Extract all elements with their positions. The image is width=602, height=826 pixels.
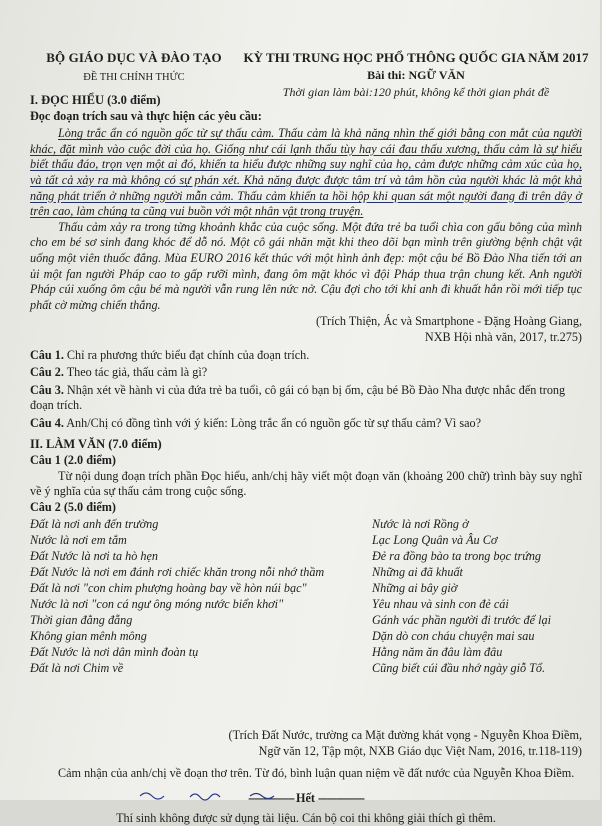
essay-q1-label: Câu 1 (2.0 điểm) [30, 453, 116, 468]
poem-left-line-4: Đất Nước là nơi em đánh rơi chiếc khăn trong nỗi nhớ thầm [30, 565, 325, 580]
passage-citation [30, 314, 582, 345]
poem-right-line-6: Yêu nhau và sinh con đẻ cái [372, 597, 509, 612]
essay-q2-label: Câu 2 (5.0 điểm) [30, 499, 116, 514]
question-4-text: Anh/Chị có đồng tình với ý kiến: Lòng trắc ẩn có nguồn gốc từ sự thấu cảm? Vì sao? [66, 415, 482, 430]
question-4 [30, 416, 582, 432]
poem-right-line-2: Lạc Long Quân và Âu Cơ [372, 533, 498, 548]
poem-citation-line1: (Trích Đất Nước, trường ca Mặt đường khát vọng - Nguyễn Khoa Điềm, [228, 728, 582, 743]
question-2-text: Theo tác giả, thấu cảm là gì? [66, 365, 208, 380]
end-mark-text: Hết [296, 791, 315, 806]
passage-paragraph-1-text: Lòng trắc ẩn có nguồn gốc từ sự thấu cảm. Thấu cảm là khả năng nhìn thế giới bằng con mắt của người khác, đặt mình vào cuộc đời của họ. Giống như cái lạnh thấu tùy hay cái đau thấu xương, thấu cảm là sự hiểu biết thấu đáo, trọn vẹn một ai đó, khiến ta hiểu được những suy nghĩ của họ, cảm được những cảm xúc của họ, và tất cả xảy ra mà không có sự phán xét. Khả năng được được tâm trí và tâm hồn của người khác là một khả năng phát triển ở những người mẫn cảm. Thấu cảm khiến ta hồi hộp khi quan sát một người đang đi trên dây ở trên cao, làm chúng ta cũng vui buồn với một nhân vật trong truyện. [30, 126, 582, 219]
poem-left-line-2: Nước là nơi em tắm [30, 533, 127, 548]
passage-citation-line1: (Trích Thiện, Ác và Smartphone - Đặng Hoàng Giang, [315, 314, 582, 329]
poem-left-line-10: Đất là nơi Chim về [30, 661, 124, 676]
poem-right-column [372, 517, 602, 677]
poem-left-line-1: Đất là nơi anh đến trường [30, 517, 159, 532]
essay-q1-text: Từ nội dung đoạn trích phần Đọc hiểu, anh/chị hãy viết một đoạn văn (khoảng 200 chữ) trình bày suy nghĩ về ý nghĩa của sự thấu cảm trong cuộc sống. [30, 468, 582, 499]
question-2-label: Câu 2. [30, 365, 64, 380]
poem-left-line-6: Nước là nơi "con cá ngư ông móng nước biển khơi" [30, 597, 284, 612]
passage-paragraph-2 [30, 220, 582, 314]
question-4-label: Câu 4. [30, 415, 64, 430]
header-right [236, 50, 596, 100]
question-1 [30, 348, 582, 364]
question-3-text: Nhận xét về hành vi của đứa trẻ ba tuổi, cô gái có bạn bị ốm, cậu bé Bồ Đào Nha được nhắc đến trong đoạn trích. [30, 382, 566, 413]
poem-left-line-9: Đất Nước là nơi dân mình đoàn tụ [30, 645, 199, 660]
question-1-text: Chỉ ra phương thức biểu đạt chính của đoạn trích. [66, 347, 310, 362]
poem-left-line-8: Không gian mênh mông [30, 629, 147, 644]
poem-right-line-9: Hằng năm ăn đâu làm đâu [372, 645, 503, 660]
essay-q2-task: Cảm nhận của anh/chị về đoạn thơ trên. Từ đó, bình luận quan niệm về đất nước của Nguyễn Khoa Điềm. [58, 765, 575, 780]
passage-paragraph-1 [30, 126, 582, 220]
poem-left-line-5: Đất là nơi "con chim phượng hoàng bay về hòn núi bạc" [30, 581, 307, 596]
part2-title: II. LÀM VĂN (7.0 điểm) [30, 437, 162, 452]
ministry-name: BỘ GIÁO DỤC VÀ ĐÀO TẠO [46, 50, 222, 65]
poem-right-line-1: Nước là nơi Rồng ở [372, 517, 469, 532]
poem-left-column [30, 517, 360, 677]
exam-title: KỲ THI TRUNG HỌC PHỔ THÔNG QUỐC GIA NĂM 2017 [243, 50, 589, 65]
exam-header [30, 0, 589, 99]
reading-passage [30, 126, 582, 345]
exam-content [30, 93, 582, 826]
official-label: ĐỀ THI CHÍNH THỨC [83, 72, 185, 83]
end-dash-left: --------------- [248, 791, 297, 806]
end-dash-right: --------------- [318, 791, 364, 806]
poem-right-line-5: Những ai bây giờ [372, 581, 458, 596]
question-3-label: Câu 3. [30, 382, 64, 397]
passage-paragraph-2-text: Thấu cảm xảy ra trong từng khoảnh khắc của cuộc sống. Một đứa trẻ ba tuổi chìa con gấu bông của mình cho em bé sơ sinh đang khóc để dỗ nó. Một cô gái nhăn mặt khi theo dõi bạn mình trên giường bệnh chật vật uống một viên thuốc đắng. Mùa EURO 2016 kết thúc với một hình ảnh đẹp: một cậu bé Bồ Đào Nha tiến tới an ủi một fan người Pháp cao to gấp rưỡi mình, đang ôm mặt khóc vì đội Pháp thua trận chung kết. Anh người Pháp cúi xuống ôm cậu bé mà người vẫn rung lên nức nở. Cậu đợi cho tới khi anh đi khuất hẳn rồi mới tiếp tục phất cờ mừng chiến thắng. [30, 219, 582, 312]
exam-time: Thời gian làm bài:120 phút, không kể thời gian phát đề [282, 85, 550, 99]
poem-excerpt [30, 517, 582, 727]
poem-right-line-4: Những ai đã khuất [372, 565, 463, 580]
poem-right-line-7: Gánh vác phần người đi trước để lại [372, 613, 551, 628]
question-1-label: Câu 1. [30, 347, 64, 362]
poem-left-line-3: Đất Nước là nơi ta hò hẹn [30, 549, 158, 564]
footer-note: Thí sinh không được sử dụng tài liệu. Cán bộ coi thi không giải thích gì thêm. [116, 810, 496, 825]
handwriting-scribble [0, 788, 600, 800]
poem-citation-line2: Ngữ văn 12, Tập một, NXB Giáo dục Việt Nam, 2016, tr.118-119) [258, 744, 582, 759]
passage-citation-line2: NXB Hội nhà văn, 2017, tr.275) [424, 329, 582, 344]
poem-right-line-10: Cũng biết cúi đầu nhớ ngày giỗ Tổ. [372, 661, 546, 676]
part1-instruction: Đọc đoạn trích sau và thực hiện các yêu cầu: [30, 108, 262, 123]
poem-right-line-3: Đẻ ra đồng bào ta trong bọc trứng [372, 549, 542, 564]
question-3 [30, 383, 582, 414]
exam-subject: Bài thi: NGỮ VĂN [367, 68, 465, 82]
header-left [34, 50, 234, 83]
poem-right-line-8: Dặn dò con cháu chuyện mai sau [372, 629, 535, 644]
poem-citation [30, 728, 582, 759]
poem-left-line-7: Thời gian đằng đẵng [30, 613, 133, 628]
question-2 [30, 365, 582, 381]
part1-title: I. ĐỌC HIỂU (3.0 điểm) [30, 93, 161, 107]
